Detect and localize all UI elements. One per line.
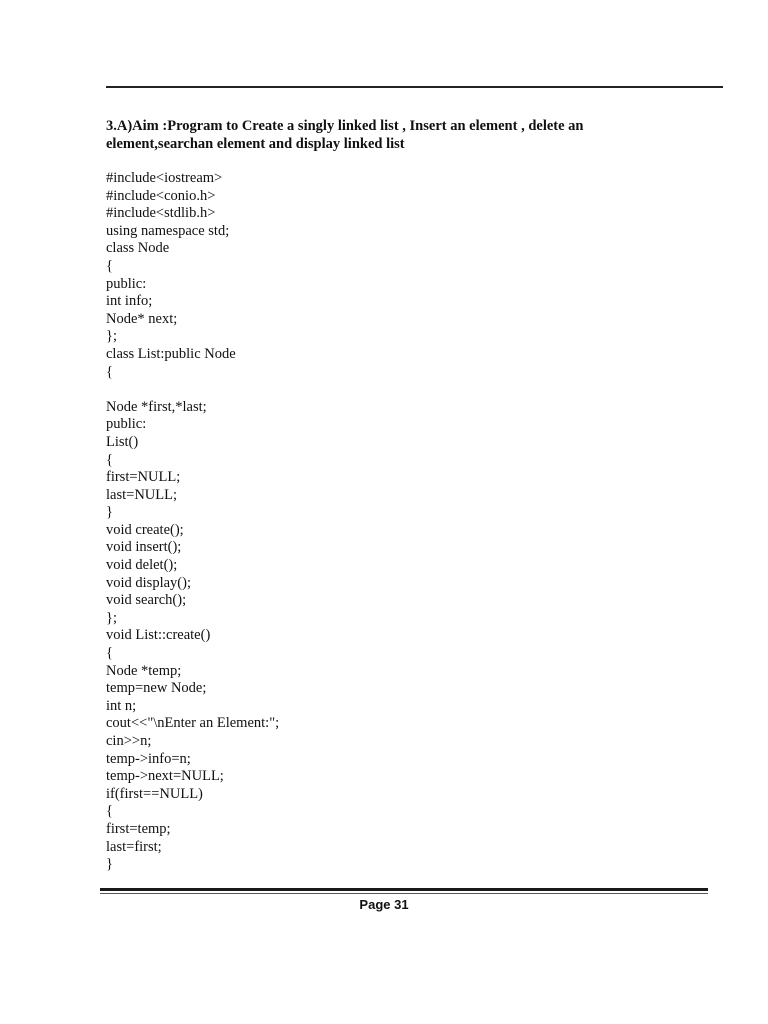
code-line: if(first==NULL)	[106, 785, 203, 802]
code-line: #include<stdlib.h>	[106, 205, 216, 222]
code-line: }	[106, 504, 113, 521]
code-line: first=NULL;	[106, 469, 181, 486]
footer-rule-thin	[100, 893, 708, 894]
code-line: class List:public Node	[106, 345, 236, 362]
code-line: using namespace std;	[106, 222, 230, 239]
aim-heading-line-1: 3.A)Aim :Program to Create a singly linked list , Insert an element , delete an	[106, 118, 584, 134]
code-line: }	[106, 856, 113, 873]
code-line: #include<conio.h>	[106, 187, 216, 204]
aim-heading-line-2: element,searchan element and display linked list	[106, 136, 405, 152]
code-line: public:	[106, 416, 147, 433]
code-line: Node *first,*last;	[106, 398, 207, 415]
code-line: int info;	[106, 293, 153, 310]
code-line: temp=new Node;	[106, 680, 207, 697]
code-line: class Node	[106, 240, 170, 257]
code-line: last=NULL;	[106, 486, 177, 503]
code-line: void search();	[106, 592, 187, 609]
code-line: cin>>n;	[106, 733, 152, 749]
code-line: public:	[106, 275, 147, 292]
header-rule	[106, 86, 723, 88]
code-line: {	[106, 645, 113, 662]
code-line: void delet();	[106, 557, 178, 574]
code-line: List()	[106, 433, 139, 450]
code-line: last=first;	[106, 838, 162, 855]
code-line: Node *temp;	[106, 662, 182, 679]
code-line: temp->info=n;	[106, 750, 191, 767]
footer-rule	[100, 888, 708, 891]
code-line: };	[106, 609, 117, 626]
code-line: {	[106, 803, 113, 820]
code-line: void List::create()	[106, 627, 211, 644]
code-line: Node* next;	[106, 310, 178, 327]
code-line: void display();	[106, 574, 191, 591]
code-line: cout<<"\nEnter an Element:";	[106, 715, 280, 732]
code-line: int n;	[106, 697, 137, 714]
page-number: Page 31	[359, 897, 409, 912]
code-listing	[106, 170, 279, 874]
code-line: };	[106, 328, 117, 345]
code-line	[106, 381, 279, 399]
aim-heading	[106, 117, 666, 153]
code-line: void insert();	[106, 539, 182, 556]
code-line: {	[106, 257, 113, 274]
code-line: #include<iostream>	[106, 170, 223, 186]
code-line: {	[106, 451, 113, 468]
code-line: temp->next=NULL;	[106, 768, 224, 785]
code-line: void create();	[106, 521, 184, 538]
code-line: {	[106, 363, 113, 380]
code-line: first=temp;	[106, 820, 171, 837]
